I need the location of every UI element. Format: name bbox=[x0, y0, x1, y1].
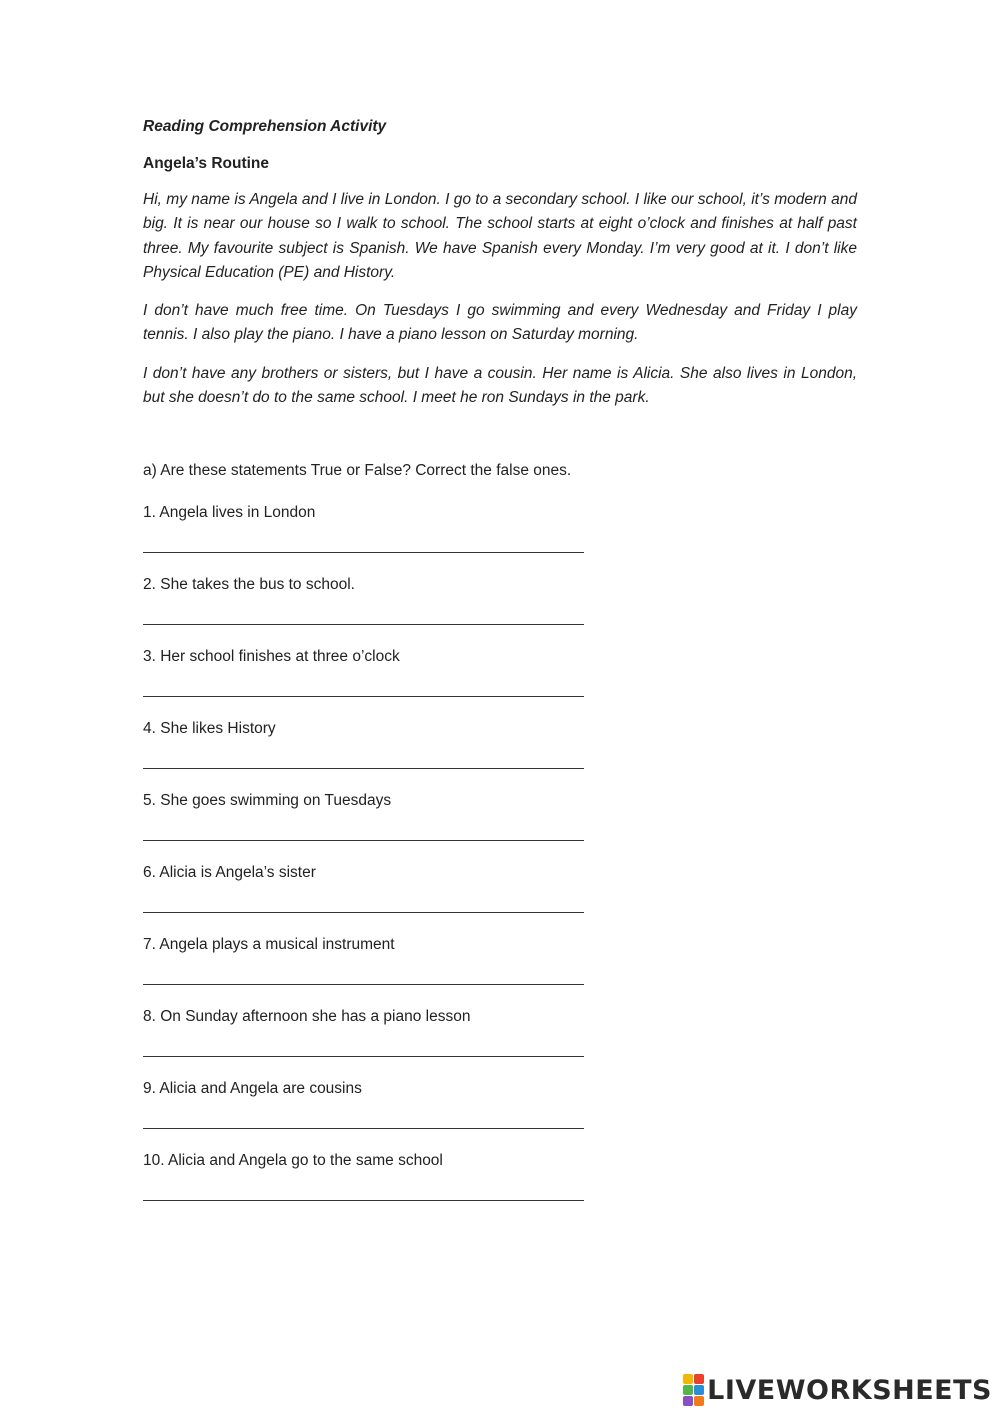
question-6 bbox=[143, 863, 857, 913]
exercise-instruction: a) Are these statements True or False? Correct the false ones. bbox=[143, 462, 572, 480]
answer-field-10[interactable] bbox=[143, 1200, 584, 1201]
question-3 bbox=[143, 647, 857, 697]
section-spacer bbox=[143, 424, 857, 462]
question-text: 7. Angela plays a musical instrument bbox=[143, 936, 395, 954]
question-text: 10. Alicia and Angela go to the same school bbox=[143, 1152, 443, 1170]
liveworksheets-mark-icon bbox=[683, 1374, 704, 1406]
answer-field-2[interactable] bbox=[143, 624, 584, 625]
question-7 bbox=[143, 935, 857, 985]
question-text: 9. Alicia and Angela are cousins bbox=[143, 1080, 362, 1098]
answer-field-6[interactable] bbox=[143, 912, 584, 913]
question-8 bbox=[143, 1007, 857, 1057]
question-text: 6. Alicia is Angela’s sister bbox=[143, 864, 316, 882]
question-text: 4. She likes History bbox=[143, 720, 276, 738]
answer-field-8[interactable] bbox=[143, 1056, 584, 1057]
activity-title: Reading Comprehension Activity bbox=[143, 118, 387, 135]
answer-field-5[interactable] bbox=[143, 840, 584, 841]
story-paragraph-3: I don’t have any brothers or sisters, but I have a cousin. Her name is Alicia. She also lives in London, but she doesn’t do to the same school. I meet he ron Sundays in the park. bbox=[143, 364, 857, 407]
question-2 bbox=[143, 575, 857, 625]
liveworksheets-logo bbox=[683, 1373, 992, 1407]
story-title: Angela’s Routine bbox=[143, 155, 270, 172]
story-paragraph-2: I don’t have much free time. On Tuesdays I go swimming and every Wednesday and Friday I play tennis. I also play the piano. I have a piano lesson on Saturday morning. bbox=[143, 302, 857, 344]
question-text: 5. She goes swimming on Tuesdays bbox=[143, 792, 392, 810]
answer-field-9[interactable] bbox=[143, 1128, 584, 1129]
liveworksheets-wordmark: LIVEWORKSHEETS bbox=[707, 1374, 992, 1406]
worksheet-content bbox=[143, 118, 857, 1223]
answer-field-4[interactable] bbox=[143, 768, 584, 769]
answer-field-1[interactable] bbox=[143, 552, 584, 553]
question-10 bbox=[143, 1151, 857, 1201]
answer-field-3[interactable] bbox=[143, 696, 584, 697]
question-text: 3. Her school finishes at three o’clock bbox=[143, 648, 400, 666]
question-text: 1. Angela lives in London bbox=[143, 504, 316, 522]
question-text: 8. On Sunday afternoon she has a piano lesson bbox=[143, 1008, 471, 1026]
question-4 bbox=[143, 719, 857, 769]
question-9 bbox=[143, 1079, 857, 1129]
story-paragraph-1: Hi, my name is Angela and I live in London. I go to a secondary school. I like our school, it’s modern and big. It is near our house so I walk to school. The school starts at eight o’clock and finishes at half past three. My favourite subject is Spanish. We have Spanish every Monday. I’m very good at it. I don’t like Physical Education (PE) and History. bbox=[143, 191, 857, 281]
question-1 bbox=[143, 503, 857, 553]
answer-field-7[interactable] bbox=[143, 984, 584, 985]
question-5 bbox=[143, 791, 857, 841]
question-text: 2. She takes the bus to school. bbox=[143, 576, 355, 594]
